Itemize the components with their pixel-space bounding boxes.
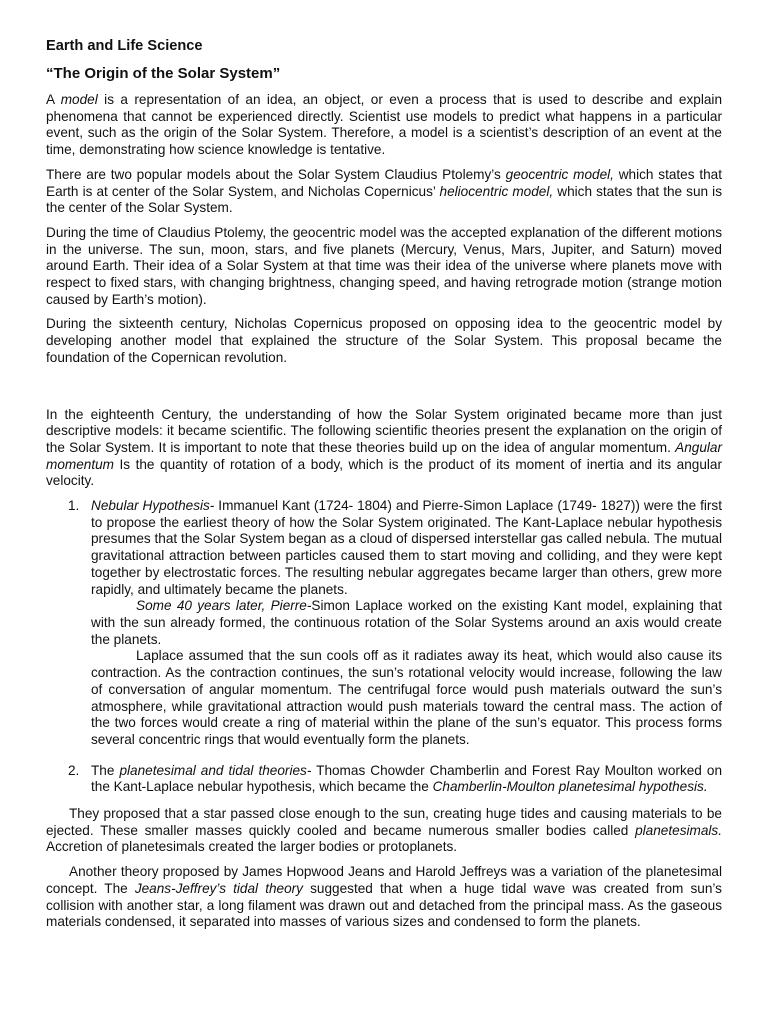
intro-paragraph-model: A model is a representation of an idea, an object, or even a process that is used to describe and explain phenomena that cannot be experienced directly. Scientist use models to predict what happens in a particular event, such as the origin of the Solar System. Therefore, a model is a scientist’s description of an event at the time, demonstrating how science knowledge is tentative. [46,92,723,158]
intro-paragraph-models: There are two popular models about the Solar System Claudius Ptolemy’s geocentric model, which states that Earth is at center of the Solar System, and Nicholas Copernicus’ heliocentric model, which states that the sun is the center of the Solar System. [46,166,723,216]
page-title: “The Origin of the Solar System” [46,65,281,82]
list-item [46,763,722,796]
laplace-paragraph: Some 40 years later, Pierre-Simon Laplace worked on the existing Kant model, explaining that with the sun already formed, the continuous rotation of the Solar Systems around an axis would create the planets. [91,598,722,647]
list-number: 2. [68,762,80,778]
list-item [46,498,722,749]
laplace-cooling-paragraph: Laplace assumed that the sun cools off as it radiates away its heat, which would also cause its contraction. As the contraction continues, the sun’s rotational velocity would increase, following the law of conversation of angular momentum. The centrifugal force would push materials outward the sun’s atmosphere, while gravitational attraction would push materials toward the central mass. The action of the two forces would create a ring of material within the plane of the sun’s equator. This process forms several concentric rings that would eventually form the planets. [91,648,722,747]
intro-paragraph-copernicus: During the sixteenth century, Nicholas Copernicus proposed on opposing idea to the geocentric model by developing another model that explained the structure of the Solar System. This proposal became the foundation of the Copernican revolution. [46,316,722,365]
tidal-theory-paragraph: Another theory proposed by James Hopwood Jeans and Harold Jeffreys was a variation of the planetesimal concept. The Jeans-Jeffrey’s tidal theory suggested that when a huge tidal wave was created from sun’s collision with another star, a long filament was drawn out and detached from the principal mass. As the gaseous materials condensed, it separated into masses of various sizes and condensed to form the planets. [46,864,722,930]
theories-list [46,498,722,796]
planetesimal-theories-text: The planetesimal and tidal theories- Thomas Chowder Chamberlin and Forest Ray Moulton worked on the Kant-Laplace nebular hypothesis, which became the Chamberlin-Moulton planetesimal hypothesis. [91,762,723,795]
planetesimals-paragraph: They proposed that a star passed close enough to the sun, creating huge tides and causing materials to be ejected. These smaller masses quickly cooled and became numerous smaller bodies called planetesimals. Accretion of planetesimals created the larger bodies or protoplanets. [46,806,722,855]
list-number: 1. [68,498,80,514]
list-spacer [46,749,722,763]
intro-paragraph-ptolemy: During the time of Claudius Ptolemy, the geocentric model was the accepted explanation of the different motions in the universe. The sun, moon, stars, and five planets (Mercury, Venus, Mars, Jupiter, and Saturn) moved around Earth. Their idea of a Solar System at that time was their idea of the universe where planets move with respect to fixed stars, with changing brightness, changing speed, and having retrograde motion (strange motion caused by Earth’s motion). [46,224,722,307]
course-heading: Earth and Life Science [46,38,203,54]
theories-intro-paragraph: In the eighteenth Century, the understanding of how the Solar System originated became more than just descriptive models: it became scientific. The following scientific theories present the explanation on the origin of the Solar System. It is important to note that these theories build up on the idea of angular momentum. Angular momentum Is the quantity of rotation of a body, which is the product of its moment of inertia and its angular velocity. [46,406,722,489]
nebular-hypothesis-text: Nebular Hypothesis- Immanuel Kant (1724- 1804) and Pierre-Simon Laplace (1749- 1827)) were the first to propose the earliest theory of how the Solar System originated. The Kant-Laplace nebular hypothesis presumes that the Solar System began as a cloud of dispersed interstellar gas called nebula. The mutual gravitational attraction between particles caused them to start moving and colliding, and they were kept together by electrostatic forces. The resulting nebular aggregates became larger than others, grew more rapidly, and ultimately became the planets. [91,498,723,597]
